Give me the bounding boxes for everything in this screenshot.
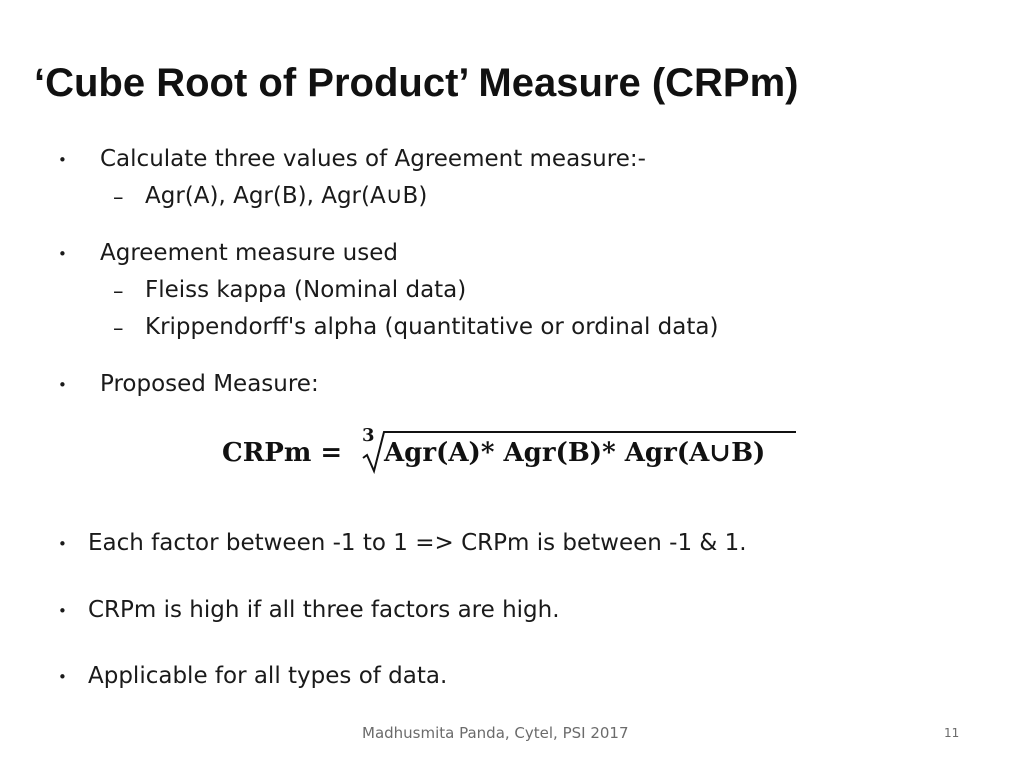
bullet-marker: • [58, 376, 67, 394]
bullet-crpm-high: CRPm is high if all three factors are high. [88, 597, 560, 623]
bullet-applicable-all-data: Applicable for all types of data. [88, 663, 448, 689]
root-index: 3 [362, 425, 375, 446]
sub-bullet-agr-values: Agr(A), Agr(B), Agr(A∪B) [145, 183, 428, 209]
dash-marker: – [113, 279, 124, 303]
sub-bullet-krippendorff-alpha: Krippendorff's alpha (quantitative or ordinal data) [145, 314, 719, 340]
bullet-marker: • [58, 535, 67, 553]
bullet-marker: • [58, 668, 67, 686]
bullet-marker: • [58, 602, 67, 620]
crpm-formula [222, 426, 802, 476]
slide-footer: Madhusmita Panda, Cytel, PSI 2017 [362, 724, 629, 742]
dash-marker: – [113, 185, 124, 209]
formula-lhs: CRPm = [222, 438, 343, 468]
bullet-proposed-measure: Proposed Measure: [100, 371, 319, 397]
bullet-marker: • [58, 151, 67, 169]
bullet-each-factor-range: Each factor between -1 to 1 => CRPm is between -1 & 1. [88, 530, 747, 556]
bullet-calculate-values: Calculate three values of Agreement measure:- [100, 146, 646, 172]
sub-bullet-fleiss-kappa: Fleiss kappa (Nominal data) [145, 277, 467, 303]
page-number: 11 [944, 726, 960, 740]
dash-marker: – [113, 316, 124, 340]
formula-radicand: Agr(A)* Agr(B)* Agr(A∪B) [384, 438, 766, 468]
slide-title: ‘Cube Root of Product’ Measure (CRPm) [34, 61, 799, 105]
bullet-marker: • [58, 245, 67, 263]
bullet-agreement-measure-used: Agreement measure used [100, 240, 398, 266]
